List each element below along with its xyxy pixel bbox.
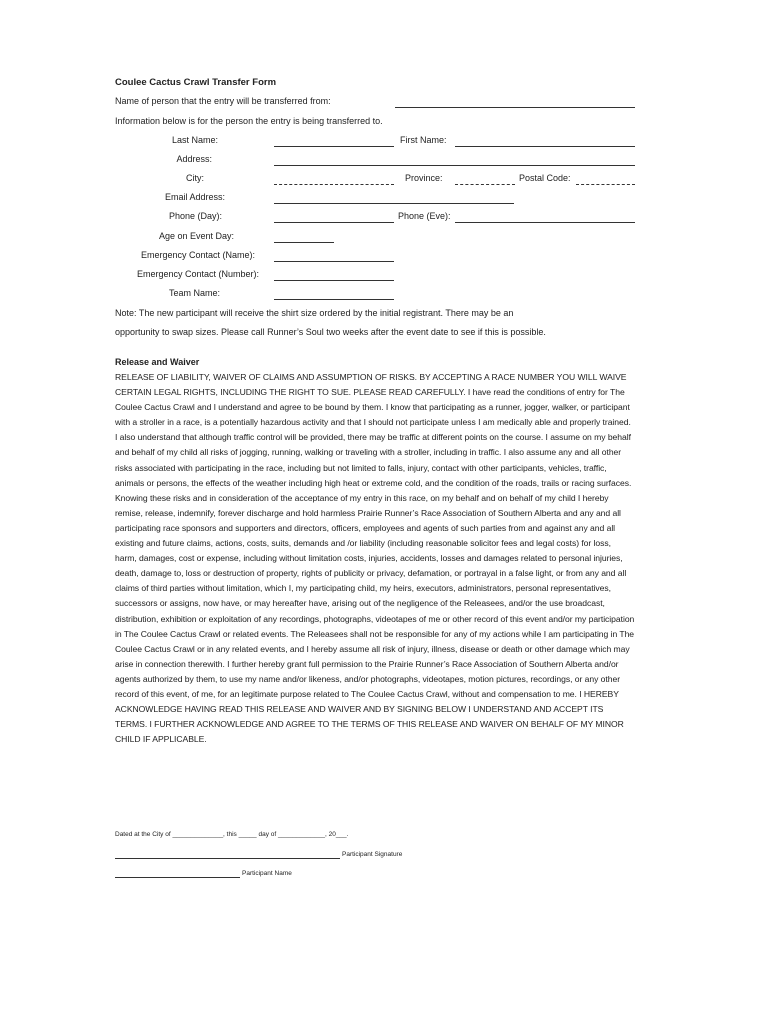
participant-name-line[interactable] [115, 877, 240, 878]
first-name-label: First Name: [400, 135, 447, 145]
form-title: Coulee Cactus Crawl Transfer Form [115, 77, 277, 88]
province-label: Province: [405, 173, 443, 183]
age-line[interactable] [274, 242, 334, 243]
address-line[interactable] [274, 165, 635, 166]
emergency-name-label: Emergency Contact (Name): [140, 250, 255, 260]
address-label: Address: [176, 154, 212, 164]
team-name-label: Team Name: [168, 288, 220, 298]
age-label: Age on Event Day: [158, 231, 234, 241]
city-line[interactable] [274, 184, 394, 185]
note-line-2: opportunity to swap sizes. Please call Runner’s Soul two weeks after the event date to see if this is possible. [115, 327, 546, 337]
first-name-line[interactable] [455, 146, 635, 147]
postal-code-label: Postal Code: [519, 173, 571, 183]
info-label: Information below is for the person the entry is being transferred to. [115, 116, 383, 126]
emergency-number-line[interactable] [274, 280, 394, 281]
from-label: Name of person that the entry will be transferred from: [115, 96, 331, 106]
phone-eve-line[interactable] [455, 222, 635, 223]
phone-eve-label: Phone (Eve): [398, 211, 451, 221]
phone-day-label: Phone (Day): [168, 211, 222, 221]
waiver-body: RELEASE OF LIABILITY, WAIVER OF CLAIMS AND ASSUMPTION OF RISKS. BY ACCEPTING A RACE NUMBER YOU WILL WAIVE CERTAIN LEGAL RIGHTS, INCLUDING THE RIGHT TO SUE. PLEASE READ CAREFULLY. I have read the conditions of entry for The Coulee Cactus Crawl and I understand and agree to be bound by them. I know that participating as a runner, jogger, walker, or participant with a stroller in a race, is a potentially hazardous activity and that I should not participate unless I am medically able and properly trained. I also understand that although traffic control will be provided, there may be traffic at different points on the course. I assume on my behalf and behalf of my child all risks of jogging, running, walking or traveling with a stroller, including in traffic. I also assume any and all other risks associated with participating in the race, including but not limited to falls, injury, contact with other participants, vehicles, traffic, animals or persons, the effects of the weather including high heat or extreme cold, and the condition of the roads, trails or racing surfaces. Knowing these risks and in consideration of the acceptance of my entry in this race, on my behalf and on behalf of my child I hereby remise, release, indemnify, forever discharge and hold harmless Prairie Runner’s Race Association of Southern Alberta and any and all participating race sponsors and supporters and directors, officers, employees and agents of such parties from and against any and all existing and future claims, actions, costs, suits, demands and /or liability (including reasonable solicitor fees and legal costs) for loss, harm, damages, cost or expense, including without limitation costs, injuries, accidents, losses and damages related to personal injuries, death, damage to, loss or destruction of property, rights of publicity or privacy, defamation, or portrayal in a false light, or from any and all claims of third parties without limitation, which I, my participating child, my heirs, executors, administrators, personal representatives, successors or assigns, now have, or may hereafter have, arising out of the negligence of the Releasees, and/or the use broadcast, distribution, exhibition or exploitation of any recordings, photographs, videotapes of me or other record of this event and/or my participation in The Coulee Cactus Crawl or related events. The Releasees shall not be responsible for any of my actions while I am participating in The Coulee Cactus Crawl or in any related events, and I hereby assume all risk of injury, illness, disease or death or other damage which may arise in connection therewith. I further hereby grant full permission to the Prairie Runner’s Race Association of Southern Alberta and/or agents authorized by them, to use my name and/or likeness, and/or photographs, videotapes, motion pictures, recordings, or any other record of this event, of me, for an legitimate purpose related to The Coulee Cactus Crawl, without and compensation to me. I HEREBY ACKNOWLEDGE HAVING READ THIS RELEASE AND WAIVER AND BY SIGNING BELOW I UNDERSTAND AND ACCEPT ITS TERMS. I FURTHER ACKNOWLEDGE AND AGREE TO THE TERMS OF THIS RELEASE AND WAIVER ON BEHALF OF MY MINOR CHILD IF APPLICABLE. [115, 372, 635, 745]
last-name-label: Last Name: [171, 135, 218, 145]
email-line[interactable] [274, 203, 514, 204]
participant-name-label: Participant Name [242, 870, 292, 877]
city-label: City: [186, 173, 204, 183]
postal-code-line[interactable] [576, 184, 635, 185]
province-line[interactable] [455, 184, 515, 185]
phone-day-line[interactable] [274, 222, 394, 223]
waiver-heading: Release and Waiver [115, 357, 200, 367]
dated-line: Dated at the City of ______________, this _____ day of _____________, 20___. [115, 831, 349, 838]
from-name-line[interactable] [395, 107, 635, 108]
email-label: Email Address: [164, 192, 225, 202]
note-line-1: Note: The new participant will receive the shirt size ordered by the initial registrant. There may be an [115, 308, 514, 318]
participant-signature-label: Participant Signature [342, 851, 403, 858]
participant-signature-line[interactable] [115, 858, 340, 859]
last-name-line[interactable] [274, 146, 394, 147]
emergency-name-line[interactable] [274, 261, 394, 262]
emergency-number-label: Emergency Contact (Number): [136, 269, 259, 279]
team-name-line[interactable] [274, 299, 394, 300]
